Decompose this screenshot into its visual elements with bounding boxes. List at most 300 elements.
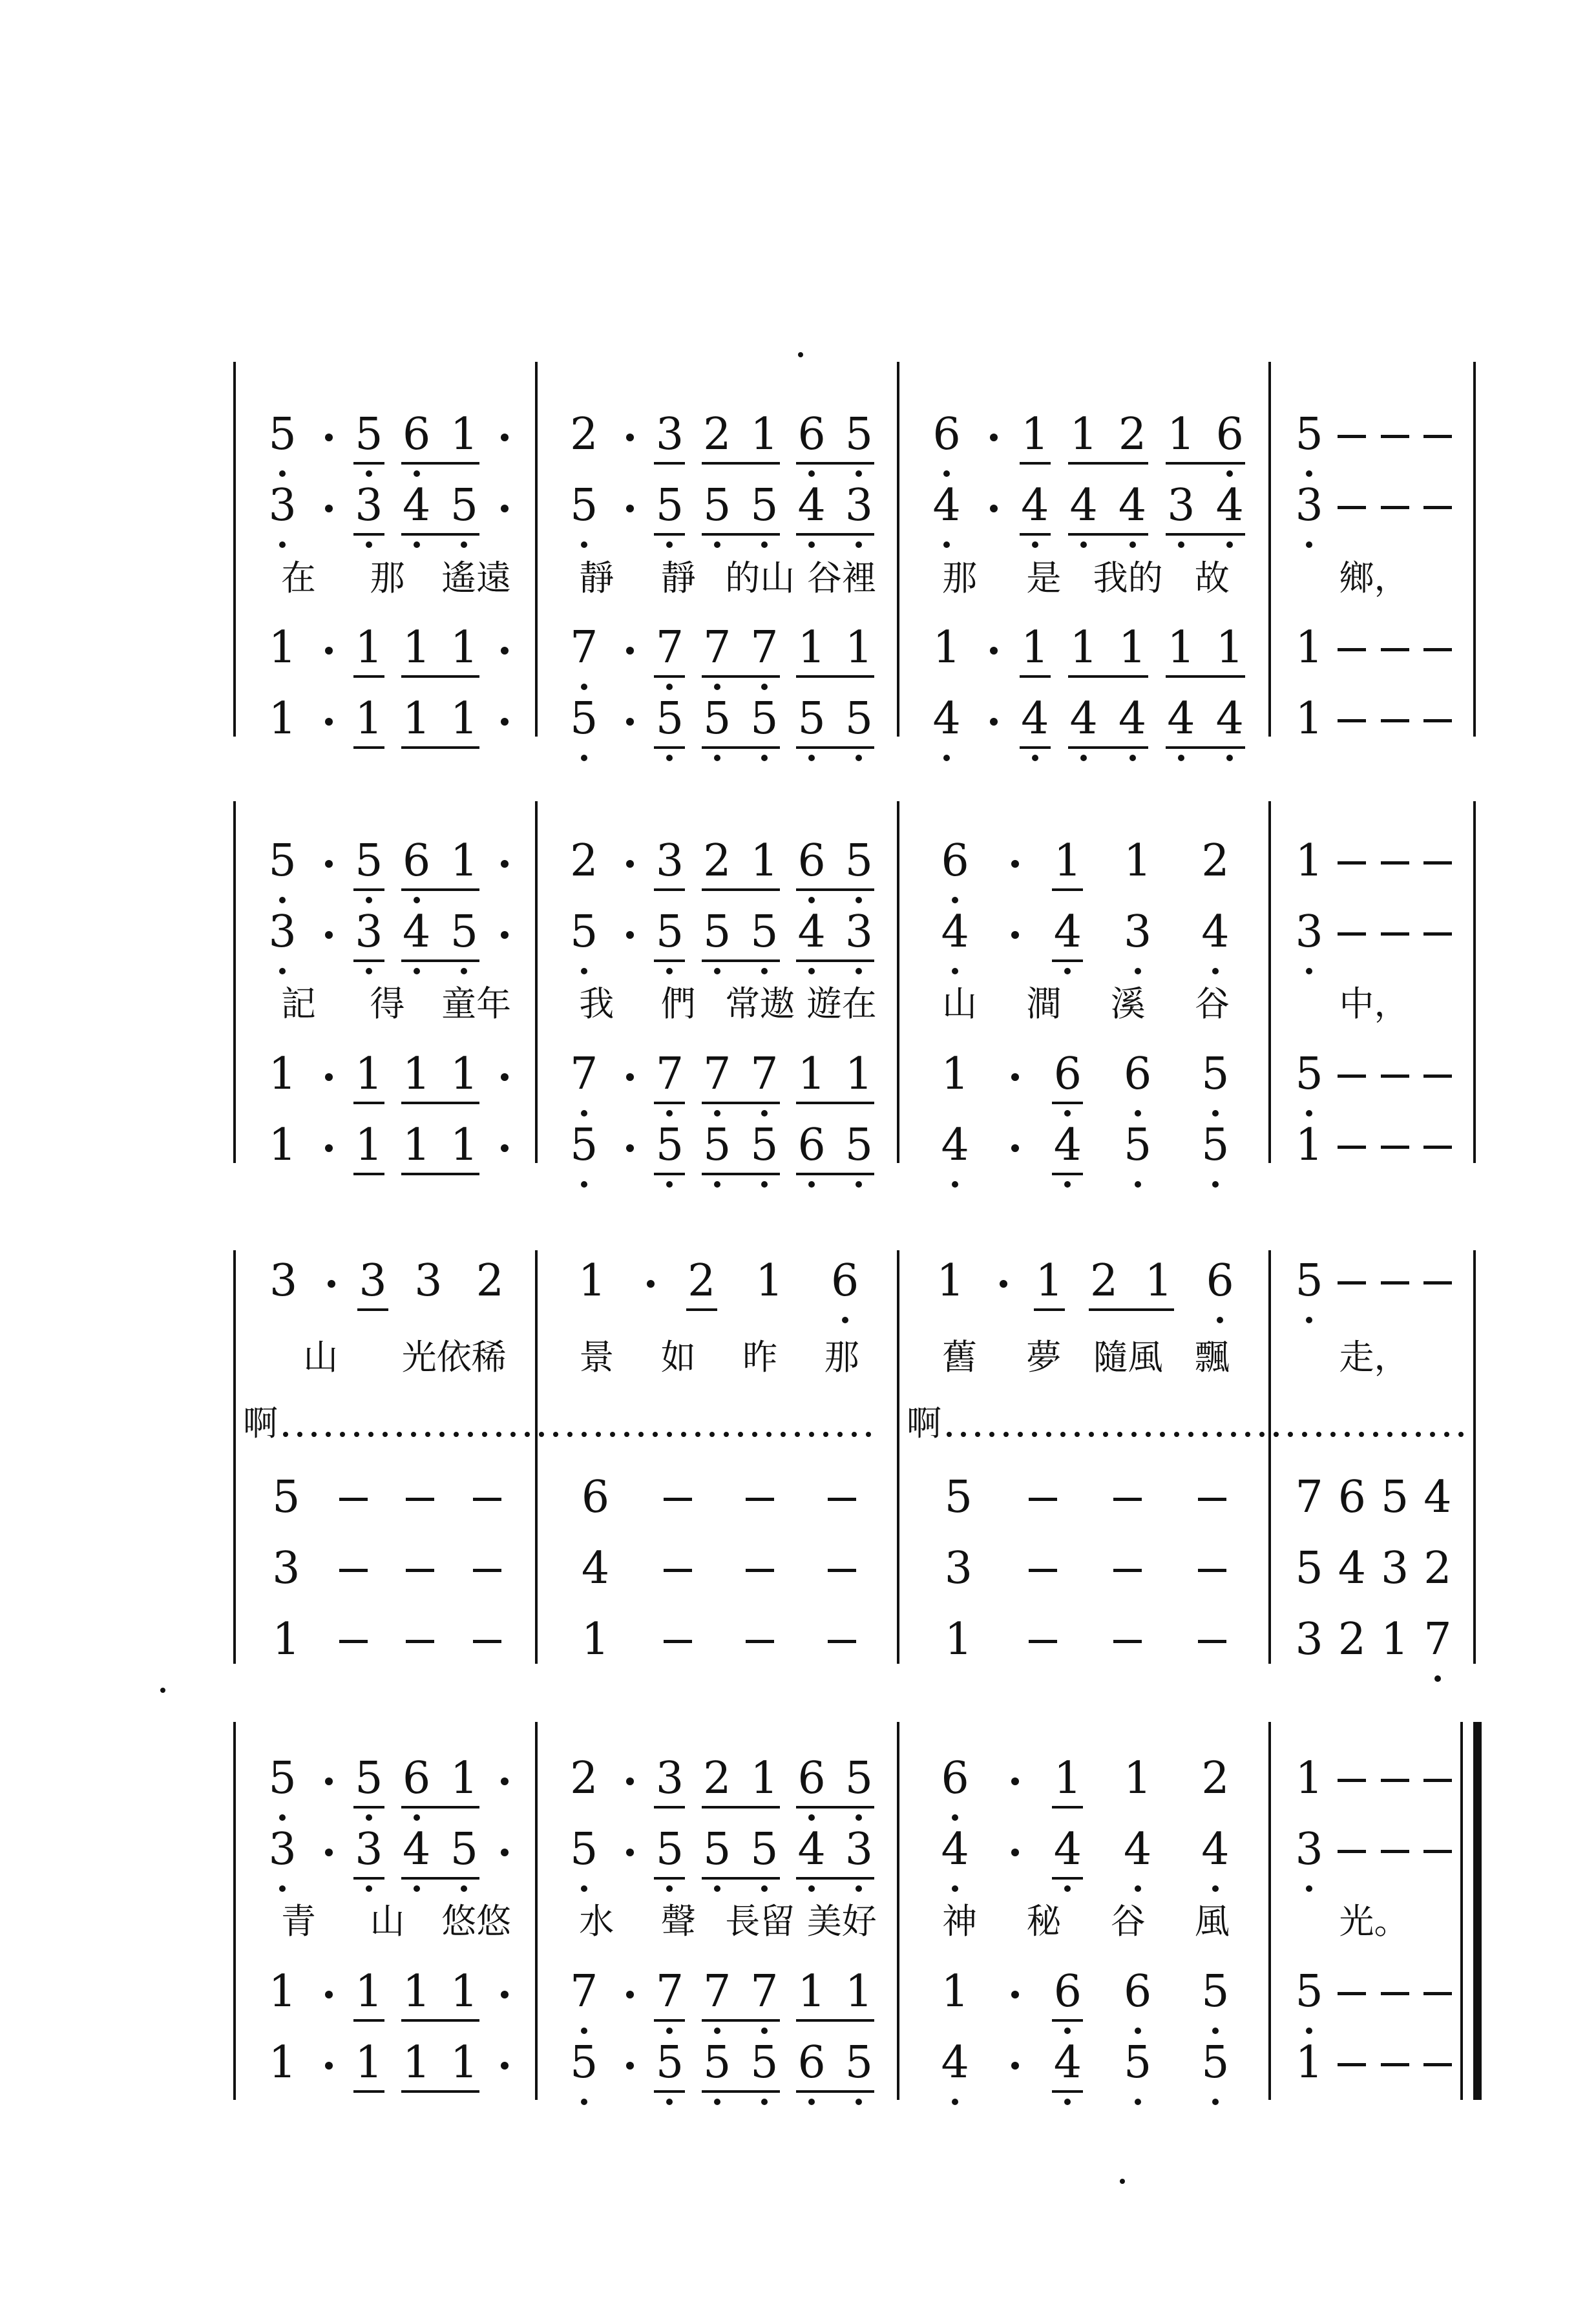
note-digit: 2 (688, 1255, 716, 1306)
humming-dotted-line (1174, 1432, 1179, 1437)
sustain-dash (1029, 1640, 1057, 1643)
note-digit: 6 (797, 1753, 826, 1804)
low-octave-dot (1080, 541, 1087, 548)
beam-underline (401, 1806, 480, 1809)
sustain-dash (1381, 435, 1409, 438)
beam-underline (796, 2019, 874, 2022)
sustain-dash (1338, 506, 1366, 509)
note-digit: 1 (1118, 622, 1147, 673)
note-digit: 5 (450, 1824, 479, 1875)
beam-underline (796, 959, 874, 962)
lyric-syllable: 遊在 (806, 983, 877, 1024)
low-octave-dot (279, 968, 286, 974)
note-digit: 1 (402, 1049, 431, 1100)
augmentation-dot (1011, 1849, 1019, 1856)
note-digit: 2 (1423, 1543, 1452, 1594)
beam-underline (353, 1877, 384, 1880)
beam-underline (1052, 2090, 1083, 2093)
low-octave-dot (943, 470, 950, 477)
humming-dotted-line (975, 1432, 980, 1437)
low-octave-dot (1306, 541, 1312, 548)
note-digit: 4 (1338, 1543, 1367, 1594)
beam-underline (353, 888, 384, 891)
note-digit: 5 (655, 1824, 684, 1875)
augmentation-dot (626, 505, 634, 512)
humming-dotted-line (752, 1432, 757, 1437)
humming-dotted-line (610, 1432, 615, 1437)
low-octave-dot (1226, 755, 1233, 761)
sustain-dash (1338, 932, 1366, 936)
low-octave-dot (1064, 968, 1071, 974)
bar-line (1268, 1722, 1271, 2100)
humming-dotted-line (866, 1432, 871, 1437)
note-digit: 6 (402, 1753, 431, 1804)
low-octave-dot (666, 684, 673, 690)
beam-underline (353, 2019, 384, 2022)
beam-underline (654, 533, 685, 536)
beam-underline (1166, 462, 1245, 465)
augmentation-dot (1011, 1073, 1019, 1081)
humming-dotted-line (1387, 1432, 1392, 1437)
note-digit: 5 (655, 693, 684, 744)
humming-dotted-line (582, 1432, 587, 1437)
low-octave-dot (1306, 1110, 1312, 1117)
low-octave-dot (761, 1181, 768, 1188)
low-octave-dot (366, 1814, 372, 1821)
humming-dotted-line (624, 1432, 629, 1437)
beam-underline (654, 1173, 685, 1175)
sustain-dash (1381, 1992, 1409, 1995)
note-digit: 5 (655, 2037, 684, 2088)
beam-underline (401, 675, 480, 678)
augmentation-dot (626, 1777, 634, 1785)
beam-underline (702, 1877, 780, 1880)
sustain-dash (1423, 1075, 1452, 1078)
sustain-dash (746, 1569, 774, 1572)
beam-underline (654, 959, 685, 962)
note-digit: 5 (355, 1753, 383, 1804)
sustain-dash (1381, 648, 1409, 651)
sustain-dash (1338, 861, 1366, 865)
augmentation-dot (501, 1073, 509, 1081)
beam-underline (353, 675, 384, 678)
note-digit: 3 (1124, 907, 1152, 958)
augmentation-dot (626, 2062, 634, 2070)
sustain-dash (1338, 1779, 1366, 1782)
low-octave-dot (279, 1885, 286, 1892)
low-octave-dot (952, 2099, 958, 2105)
augmentation-dot (325, 434, 333, 441)
beam-underline (1020, 675, 1051, 678)
low-octave-dot (856, 541, 862, 548)
note-digit: 1 (450, 835, 479, 886)
note-digit: 5 (750, 2037, 779, 2088)
note-digit: 4 (941, 1120, 969, 1171)
low-octave-dot (761, 684, 768, 690)
low-octave-dot (1212, 1181, 1219, 1188)
sustain-dash (1381, 861, 1409, 865)
low-octave-dot (808, 1814, 815, 1821)
beam-underline (1052, 1173, 1083, 1175)
sustain-dash (1338, 1281, 1366, 1284)
low-octave-dot (856, 897, 862, 903)
note-digit: 1 (355, 1120, 383, 1171)
note-digit: 1 (1053, 1753, 1082, 1804)
note-digit: 5 (750, 907, 779, 958)
sustain-dash (1338, 2063, 1366, 2066)
beam-underline (1052, 888, 1083, 891)
note-digit: 3 (355, 907, 383, 958)
sustain-dash (1381, 932, 1409, 936)
low-octave-dot (666, 755, 673, 761)
note-digit: 4 (797, 480, 826, 531)
beam-underline (401, 1102, 480, 1104)
beam-underline (401, 2019, 480, 2022)
low-octave-dot (581, 1110, 587, 1117)
sustain-dash (746, 1640, 774, 1643)
beam-underline (401, 746, 480, 749)
lyric-syllable: 如 (660, 1337, 696, 1378)
low-octave-dot (761, 968, 768, 974)
augmentation-dot (626, 860, 634, 868)
humming-dotted-line (1259, 1432, 1265, 1437)
lyric-syllable: 秘 (1026, 1901, 1062, 1942)
beam-underline (702, 533, 780, 536)
note-digit: 2 (570, 1753, 598, 1804)
beam-underline (1166, 533, 1245, 536)
low-octave-dot (414, 470, 420, 477)
note-digit: 6 (1215, 409, 1244, 460)
low-octave-dot (414, 968, 420, 974)
beam-underline (796, 746, 874, 749)
low-octave-dot (1135, 1110, 1141, 1117)
note-digit: 5 (703, 1824, 731, 1875)
note-digit: 4 (1021, 693, 1049, 744)
sustain-dash (1423, 932, 1452, 936)
note-digit: 1 (402, 2037, 431, 2088)
note-digit: 3 (359, 1255, 387, 1306)
note-digit: 4 (1069, 693, 1098, 744)
note-digit: 4 (1201, 1824, 1230, 1875)
augmentation-dot (501, 860, 509, 868)
note-digit: 1 (1144, 1255, 1173, 1306)
note-digit: 3 (944, 1543, 973, 1594)
note-digit: 5 (1380, 1472, 1409, 1523)
note-digit: 5 (797, 693, 826, 744)
note-digit: 3 (269, 1255, 298, 1306)
sustain-dash (1338, 1850, 1366, 1853)
note-digit: 1 (268, 622, 297, 673)
note-digit: 1 (1295, 693, 1323, 744)
augmentation-dot (1011, 931, 1019, 939)
lyric-syllable: 記 (280, 983, 316, 1024)
humming-dotted-line (709, 1432, 715, 1437)
humming-dotted-line (667, 1432, 672, 1437)
note-digit: 4 (1053, 1824, 1082, 1875)
note-digit: 4 (941, 907, 969, 958)
beam-underline (654, 462, 685, 465)
note-digit: 2 (703, 835, 731, 886)
augmentation-dot (501, 2062, 509, 2070)
sustain-dash (1198, 1569, 1226, 1572)
low-octave-dot (714, 2028, 720, 2034)
augmentation-dot (325, 931, 333, 939)
lyric-syllable: 故 (1194, 558, 1230, 598)
bar-line (1473, 362, 1476, 737)
note-digit: 5 (944, 1472, 973, 1523)
low-octave-dot (1212, 1885, 1219, 1892)
lyric-syllable: 那 (942, 558, 978, 598)
note-digit: 3 (272, 1543, 300, 1594)
note-digit: 7 (750, 1966, 779, 2017)
beam-underline (702, 2090, 780, 2093)
note-digit: 1 (936, 1255, 965, 1306)
note-digit: 4 (1215, 480, 1244, 531)
low-octave-dot (1212, 1110, 1219, 1117)
note-digit: 1 (750, 835, 779, 886)
note-digit: 4 (1021, 480, 1049, 531)
note-digit: 5 (750, 1824, 779, 1875)
low-octave-dot (461, 968, 467, 974)
low-octave-dot (1306, 1885, 1312, 1892)
note-digit: 5 (355, 835, 383, 886)
note-digit: 6 (932, 409, 961, 460)
augmentation-dot (501, 1991, 509, 1998)
lyric-syllable: 是 (1026, 558, 1062, 598)
note-digit: 3 (655, 835, 684, 886)
note-digit: 5 (268, 409, 297, 460)
note-digit: 1 (750, 1753, 779, 1804)
note-digit: 7 (1295, 1472, 1323, 1523)
low-octave-dot (1135, 2099, 1141, 2105)
lyric-syllable: 鄉， (1339, 558, 1409, 598)
note-digit: 1 (402, 693, 431, 744)
low-octave-dot (1135, 968, 1141, 974)
low-octave-dot (414, 541, 420, 548)
note-digit: 6 (1053, 1049, 1082, 1100)
low-octave-dot (1212, 2099, 1219, 2105)
beam-underline (1052, 1877, 1083, 1880)
beam-underline (1020, 533, 1051, 536)
lyric-syllable: 夢 (1026, 1337, 1062, 1378)
low-octave-dot (808, 1885, 815, 1892)
lyric-syllable: 常遨 (725, 983, 795, 1024)
note-digit: 5 (1201, 1120, 1230, 1171)
low-octave-dot (1306, 2028, 1312, 2034)
low-octave-dot (952, 968, 958, 974)
lyric-syllable: 走， (1339, 1337, 1409, 1378)
bar-line (897, 362, 899, 737)
note-digit: 6 (1124, 1049, 1152, 1100)
humming-dotted-line (525, 1432, 530, 1437)
beam-underline (353, 462, 384, 465)
lyric-syllable: 那 (370, 558, 405, 598)
note-digit: 6 (797, 2037, 826, 2088)
low-octave-dot (856, 968, 862, 974)
low-octave-dot (856, 755, 862, 761)
note-digit: 3 (1295, 1614, 1323, 1665)
note-digit: 2 (1118, 409, 1147, 460)
humming-dotted-line (1089, 1432, 1094, 1437)
augmentation-dot (501, 434, 509, 441)
humming-dotted-line (1202, 1432, 1208, 1437)
augmentation-dot (325, 860, 333, 868)
beam-underline (796, 1877, 874, 1880)
lyric-syllable: 我 (579, 983, 614, 1024)
humming-dotted-line (297, 1432, 302, 1437)
lyric-syllable: 在 (280, 558, 316, 598)
humming-dotted-line (1458, 1432, 1464, 1437)
note-digit: 1 (932, 622, 961, 673)
low-octave-dot (1306, 968, 1312, 974)
augmentation-dot (325, 1073, 333, 1081)
low-octave-dot (856, 1814, 862, 1821)
note-digit: 7 (570, 1966, 598, 2017)
beam-underline (1020, 462, 1051, 465)
bar-line (233, 1250, 236, 1664)
low-octave-dot (1129, 541, 1136, 548)
bar-line (1268, 1250, 1271, 1664)
low-octave-dot (952, 897, 958, 903)
beam-underline (1052, 1806, 1083, 1809)
humming-dotted-line (1032, 1432, 1037, 1437)
note-digit: 5 (1295, 409, 1323, 460)
beam-underline (702, 959, 780, 962)
beam-underline (654, 746, 685, 749)
humming-dotted-line (1231, 1432, 1236, 1437)
note-digit: 5 (703, 693, 731, 744)
beam-underline (796, 462, 874, 465)
beam-underline (702, 1806, 780, 1809)
beam-underline (654, 1877, 685, 1880)
humming-dotted-line (510, 1432, 516, 1437)
beam-underline (796, 1173, 874, 1175)
sustain-dash (1338, 1146, 1366, 1149)
lyric-syllable: 悠悠 (441, 1901, 512, 1942)
beam-underline (1068, 675, 1148, 678)
note-digit: 5 (570, 693, 598, 744)
note-digit: 5 (655, 480, 684, 531)
lyric-syllable: 風 (1194, 1901, 1230, 1942)
augmentation-dot (325, 2062, 333, 2070)
humming-dotted-line (1103, 1432, 1108, 1437)
note-digit: 6 (1124, 1966, 1152, 2017)
beam-underline (353, 746, 384, 749)
low-octave-dot (366, 897, 372, 903)
note-digit: 7 (655, 1966, 684, 2017)
low-octave-dot (666, 2099, 673, 2105)
note-digit: 4 (1118, 480, 1147, 531)
low-octave-dot (581, 755, 587, 761)
sustain-dash (1338, 435, 1366, 438)
low-octave-dot (761, 1110, 768, 1117)
beam-underline (1052, 2019, 1083, 2022)
humming-dotted-line (454, 1432, 459, 1437)
note-digit: 4 (1053, 2037, 1082, 2088)
sustain-dash (1423, 1992, 1452, 1995)
beam-underline (702, 1102, 780, 1104)
beam-underline (401, 959, 480, 962)
augmentation-dot (1011, 2062, 1019, 2070)
sustain-dash (1381, 1850, 1409, 1853)
beam-underline (401, 533, 480, 536)
sustain-dash (473, 1640, 501, 1643)
lyric-syllable: 遙遠 (441, 558, 512, 598)
note-digit: 3 (845, 480, 874, 531)
sustain-dash (664, 1498, 692, 1501)
humming-dotted-line (837, 1432, 843, 1437)
note-digit: 1 (268, 693, 297, 744)
note-digit: 7 (1423, 1614, 1452, 1665)
note-digit: 6 (830, 1255, 859, 1306)
note-digit: 2 (703, 1753, 731, 1804)
low-octave-dot (1212, 968, 1219, 974)
humming-dotted-line (961, 1432, 966, 1437)
note-digit: 1 (1021, 622, 1049, 673)
sustain-dash (473, 1569, 501, 1572)
beam-underline (654, 2019, 685, 2022)
augmentation-dot (328, 1280, 335, 1288)
humming-dotted-line (411, 1432, 416, 1437)
augmentation-dot (990, 718, 998, 726)
beam-underline (796, 1806, 874, 1809)
augmentation-dot (626, 1849, 634, 1856)
note-digit: 6 (797, 835, 826, 886)
low-octave-dot (414, 897, 420, 903)
low-octave-dot (461, 541, 467, 548)
beam-underline (1068, 462, 1148, 465)
sustain-dash (1113, 1640, 1142, 1643)
bar-line (897, 801, 899, 1163)
augmentation-dot (325, 647, 333, 655)
augmentation-dot (501, 1777, 509, 1785)
note-digit: 4 (1201, 907, 1230, 958)
note-digit: 1 (450, 693, 479, 744)
note-digit: 5 (1201, 1966, 1230, 2017)
low-octave-dot (1129, 755, 1136, 761)
sustain-dash (1423, 2063, 1452, 2066)
note-digit: 1 (402, 622, 431, 673)
beam-underline (401, 1877, 480, 1880)
beam-underline (357, 1308, 388, 1311)
note-digit: 5 (450, 907, 479, 958)
note-digit: 1 (450, 1049, 479, 1100)
augmentation-dot (325, 718, 333, 726)
lyric-syllable: 我的 (1093, 558, 1163, 598)
humming-dotted-line (1430, 1432, 1435, 1437)
humming-dotted-line (468, 1432, 473, 1437)
beam-underline (702, 462, 780, 465)
humming-dotted-line (1060, 1432, 1066, 1437)
sustain-dash (1029, 1569, 1057, 1572)
sustain-dash (339, 1640, 368, 1643)
low-octave-dot (1135, 1181, 1141, 1188)
humming-dotted-line (383, 1432, 388, 1437)
note-digit: 4 (402, 480, 431, 531)
lyric-syllable: 昨 (742, 1337, 778, 1378)
note-digit: 5 (1295, 1255, 1323, 1306)
beam-underline (686, 1308, 717, 1311)
final-bar-thin-line (1460, 1722, 1463, 2100)
bar-line (233, 801, 236, 1163)
note-digit: 5 (845, 1120, 874, 1171)
note-digit: 1 (845, 622, 874, 673)
lyric-syllable: 童年 (441, 983, 512, 1024)
low-octave-dot (1178, 755, 1184, 761)
augmentation-dot (626, 434, 634, 441)
augmentation-dot (626, 1991, 634, 1998)
low-octave-dot (761, 2099, 768, 2105)
